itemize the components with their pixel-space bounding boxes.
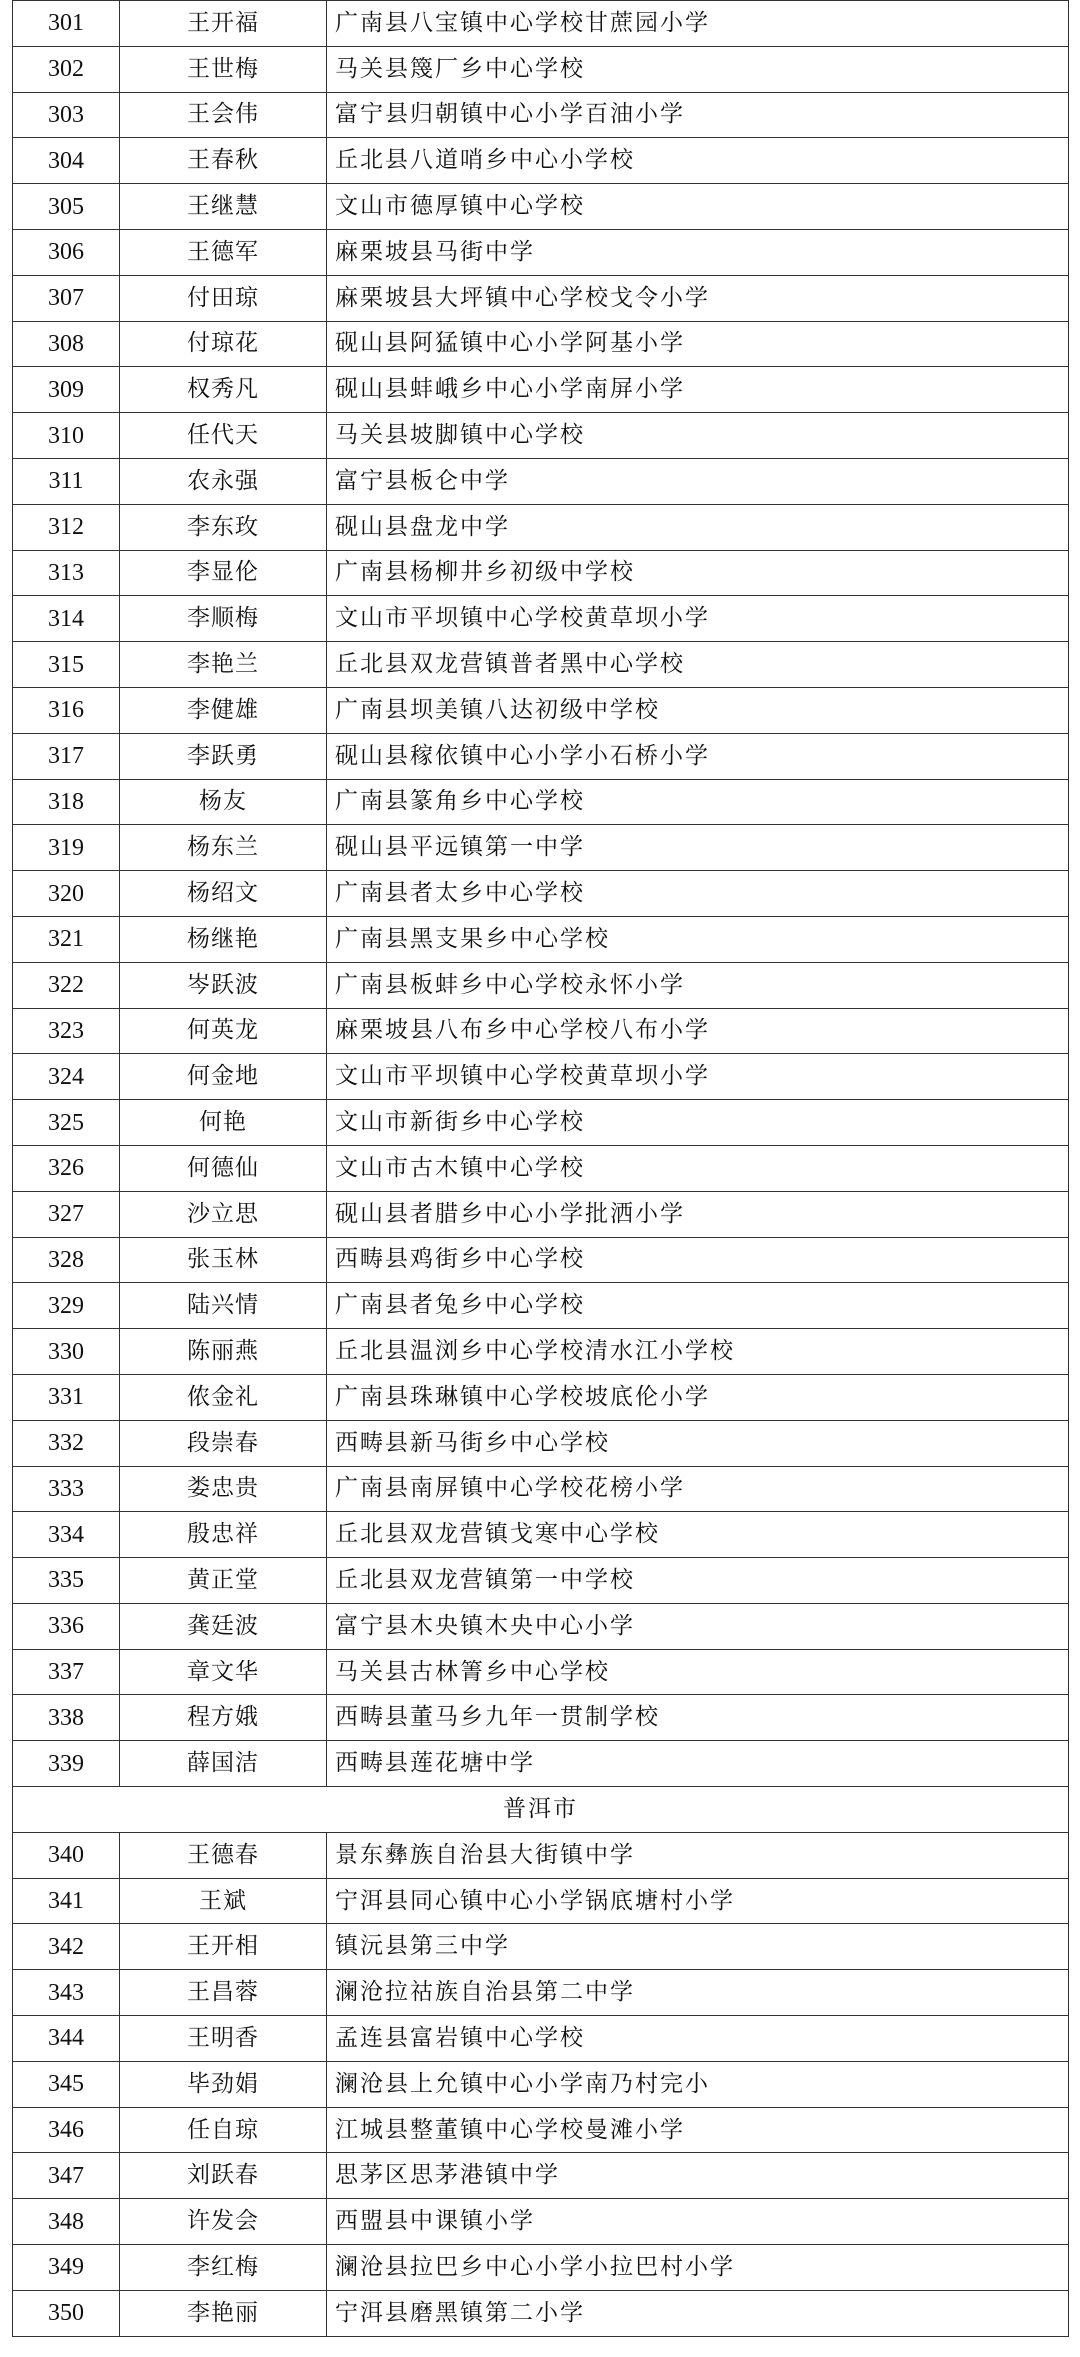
school-cell: 砚山县盘龙中学 bbox=[327, 504, 1069, 550]
school-cell: 西畴县莲花塘中学 bbox=[327, 1741, 1069, 1787]
name-cell: 杨绍文 bbox=[120, 871, 327, 917]
school-cell: 文山市德厚镇中心学校 bbox=[327, 184, 1069, 230]
school-cell: 西盟县中课镇小学 bbox=[327, 2199, 1069, 2245]
row-number-cell: 337 bbox=[13, 1649, 120, 1695]
row-number-cell: 332 bbox=[13, 1420, 120, 1466]
table-row bbox=[13, 1558, 1069, 1604]
section-header-row bbox=[13, 1787, 1069, 1833]
name-cell: 李艳丽 bbox=[120, 2290, 327, 2336]
school-cell: 富宁县木央镇木央中心小学 bbox=[327, 1603, 1069, 1649]
row-number-cell: 343 bbox=[13, 1970, 120, 2016]
school-cell: 麻栗坡县大坪镇中心学校戈令小学 bbox=[327, 275, 1069, 321]
name-cell: 杨东兰 bbox=[120, 825, 327, 871]
row-number-cell: 336 bbox=[13, 1603, 120, 1649]
school-cell: 麻栗坡县八布乡中心学校八布小学 bbox=[327, 1008, 1069, 1054]
table-row bbox=[13, 825, 1069, 871]
row-number-cell: 329 bbox=[13, 1283, 120, 1329]
row-number-cell: 309 bbox=[13, 367, 120, 413]
name-cell: 王继慧 bbox=[120, 184, 327, 230]
table-row bbox=[13, 1649, 1069, 1695]
name-cell: 付琼花 bbox=[120, 321, 327, 367]
school-cell: 广南县八宝镇中心学校甘蔗园小学 bbox=[327, 1, 1069, 47]
row-number-cell: 302 bbox=[13, 46, 120, 92]
name-cell: 王德春 bbox=[120, 1832, 327, 1878]
name-cell: 许发会 bbox=[120, 2199, 327, 2245]
row-number-cell: 350 bbox=[13, 2290, 120, 2336]
name-cell: 娄忠贵 bbox=[120, 1466, 327, 1512]
school-cell: 马关县篾厂乡中心学校 bbox=[327, 46, 1069, 92]
school-cell: 丘北县双龙营镇戈寒中心学校 bbox=[327, 1512, 1069, 1558]
school-cell: 西畴县鸡街乡中心学校 bbox=[327, 1237, 1069, 1283]
row-number-cell: 348 bbox=[13, 2199, 120, 2245]
table-row bbox=[13, 550, 1069, 596]
table-row bbox=[13, 1420, 1069, 1466]
table-row bbox=[13, 871, 1069, 917]
name-cell: 章文华 bbox=[120, 1649, 327, 1695]
name-cell: 龚廷波 bbox=[120, 1603, 327, 1649]
name-cell: 李显伦 bbox=[120, 550, 327, 596]
name-cell: 李跃勇 bbox=[120, 733, 327, 779]
name-cell: 何金地 bbox=[120, 1054, 327, 1100]
school-cell: 砚山县平远镇第一中学 bbox=[327, 825, 1069, 871]
school-cell: 富宁县板仑中学 bbox=[327, 458, 1069, 504]
name-cell: 王昌蓉 bbox=[120, 1970, 327, 2016]
school-cell: 麻栗坡县马街中学 bbox=[327, 229, 1069, 275]
table-row bbox=[13, 1695, 1069, 1741]
name-cell: 李东玫 bbox=[120, 504, 327, 550]
table-row bbox=[13, 596, 1069, 642]
name-cell: 李健雄 bbox=[120, 687, 327, 733]
name-cell: 何艳 bbox=[120, 1100, 327, 1146]
school-cell: 澜沧县拉巴乡中心小学小拉巴村小学 bbox=[327, 2245, 1069, 2291]
school-cell: 砚山县阿猛镇中心小学阿基小学 bbox=[327, 321, 1069, 367]
table-row bbox=[13, 1191, 1069, 1237]
table-row bbox=[13, 1329, 1069, 1375]
school-cell: 广南县黑支果乡中心学校 bbox=[327, 916, 1069, 962]
name-cell: 杨友 bbox=[120, 779, 327, 825]
school-cell: 宁洱县同心镇中心小学锅底塘村小学 bbox=[327, 1878, 1069, 1924]
name-cell: 沙立思 bbox=[120, 1191, 327, 1237]
row-number-cell: 335 bbox=[13, 1558, 120, 1604]
school-cell: 马关县坡脚镇中心学校 bbox=[327, 413, 1069, 459]
row-number-cell: 349 bbox=[13, 2245, 120, 2291]
table-row bbox=[13, 1145, 1069, 1191]
school-cell: 广南县坝美镇八达初级中学校 bbox=[327, 687, 1069, 733]
table-row bbox=[13, 733, 1069, 779]
name-cell: 薛国洁 bbox=[120, 1741, 327, 1787]
name-cell: 农永强 bbox=[120, 458, 327, 504]
row-number-cell: 313 bbox=[13, 550, 120, 596]
table-row bbox=[13, 229, 1069, 275]
table-row bbox=[13, 46, 1069, 92]
name-cell: 权秀凡 bbox=[120, 367, 327, 413]
table-row bbox=[13, 1466, 1069, 1512]
row-number-cell: 319 bbox=[13, 825, 120, 871]
row-number-cell: 345 bbox=[13, 2061, 120, 2107]
row-number-cell: 341 bbox=[13, 1878, 120, 1924]
name-cell: 岑跃波 bbox=[120, 962, 327, 1008]
name-cell: 陈丽燕 bbox=[120, 1329, 327, 1375]
name-cell: 殷忠祥 bbox=[120, 1512, 327, 1558]
table-row bbox=[13, 1924, 1069, 1970]
name-cell: 付田琼 bbox=[120, 275, 327, 321]
school-cell: 西畴县新马街乡中心学校 bbox=[327, 1420, 1069, 1466]
name-cell: 段崇春 bbox=[120, 1420, 327, 1466]
school-cell: 丘北县温浏乡中心学校清水江小学校 bbox=[327, 1329, 1069, 1375]
name-cell: 何英龙 bbox=[120, 1008, 327, 1054]
row-number-cell: 321 bbox=[13, 916, 120, 962]
table-row bbox=[13, 1100, 1069, 1146]
table-row bbox=[13, 2061, 1069, 2107]
roster-table bbox=[12, 0, 1069, 2337]
row-number-cell: 340 bbox=[13, 1832, 120, 1878]
row-number-cell: 346 bbox=[13, 2107, 120, 2153]
table-row bbox=[13, 916, 1069, 962]
school-cell: 广南县板蚌乡中心学校永怀小学 bbox=[327, 962, 1069, 1008]
row-number-cell: 301 bbox=[13, 1, 120, 47]
name-cell: 陆兴情 bbox=[120, 1283, 327, 1329]
table-row bbox=[13, 1741, 1069, 1787]
table-row bbox=[13, 2153, 1069, 2199]
name-cell: 王明香 bbox=[120, 2016, 327, 2062]
school-cell: 广南县者兔乡中心学校 bbox=[327, 1283, 1069, 1329]
row-number-cell: 347 bbox=[13, 2153, 120, 2199]
table-row bbox=[13, 138, 1069, 184]
table-row bbox=[13, 184, 1069, 230]
name-cell: 刘跃春 bbox=[120, 2153, 327, 2199]
row-number-cell: 323 bbox=[13, 1008, 120, 1054]
name-cell: 杨继艳 bbox=[120, 916, 327, 962]
row-number-cell: 327 bbox=[13, 1191, 120, 1237]
name-cell: 王春秋 bbox=[120, 138, 327, 184]
row-number-cell: 328 bbox=[13, 1237, 120, 1283]
table-row bbox=[13, 1832, 1069, 1878]
name-cell: 王开相 bbox=[120, 1924, 327, 1970]
school-cell: 广南县珠琳镇中心学校坡底伦小学 bbox=[327, 1374, 1069, 1420]
table-row bbox=[13, 2107, 1069, 2153]
school-cell: 澜沧拉祜族自治县第二中学 bbox=[327, 1970, 1069, 2016]
name-cell: 王世梅 bbox=[120, 46, 327, 92]
row-number-cell: 308 bbox=[13, 321, 120, 367]
table-row bbox=[13, 2245, 1069, 2291]
row-number-cell: 322 bbox=[13, 962, 120, 1008]
name-cell: 黄正堂 bbox=[120, 1558, 327, 1604]
name-cell: 何德仙 bbox=[120, 1145, 327, 1191]
school-cell: 宁洱县磨黑镇第二小学 bbox=[327, 2290, 1069, 2336]
table-row bbox=[13, 1283, 1069, 1329]
school-cell: 澜沧县上允镇中心小学南乃村完小 bbox=[327, 2061, 1069, 2107]
name-cell: 毕劲娟 bbox=[120, 2061, 327, 2107]
table-row bbox=[13, 1374, 1069, 1420]
school-cell: 文山市古木镇中心学校 bbox=[327, 1145, 1069, 1191]
name-cell: 任自琼 bbox=[120, 2107, 327, 2153]
row-number-cell: 318 bbox=[13, 779, 120, 825]
school-cell: 孟连县富岩镇中心学校 bbox=[327, 2016, 1069, 2062]
table-row bbox=[13, 275, 1069, 321]
row-number-cell: 307 bbox=[13, 275, 120, 321]
table-row bbox=[13, 687, 1069, 733]
row-number-cell: 324 bbox=[13, 1054, 120, 1100]
school-cell: 富宁县归朝镇中心小学百油小学 bbox=[327, 92, 1069, 138]
table-row bbox=[13, 962, 1069, 1008]
row-number-cell: 304 bbox=[13, 138, 120, 184]
row-number-cell: 317 bbox=[13, 733, 120, 779]
row-number-cell: 311 bbox=[13, 458, 120, 504]
name-cell: 侬金礼 bbox=[120, 1374, 327, 1420]
school-cell: 砚山县蚌峨乡中心小学南屏小学 bbox=[327, 367, 1069, 413]
school-cell: 广南县者太乡中心学校 bbox=[327, 871, 1069, 917]
name-cell: 王开福 bbox=[120, 1, 327, 47]
row-number-cell: 315 bbox=[13, 642, 120, 688]
name-cell: 张玉林 bbox=[120, 1237, 327, 1283]
name-cell: 李红梅 bbox=[120, 2245, 327, 2291]
table-row bbox=[13, 642, 1069, 688]
table-row bbox=[13, 1, 1069, 47]
table-row bbox=[13, 1237, 1069, 1283]
school-cell: 广南县杨柳井乡初级中学校 bbox=[327, 550, 1069, 596]
row-number-cell: 339 bbox=[13, 1741, 120, 1787]
row-number-cell: 316 bbox=[13, 687, 120, 733]
name-cell: 王斌 bbox=[120, 1878, 327, 1924]
table-row bbox=[13, 92, 1069, 138]
name-cell: 任代天 bbox=[120, 413, 327, 459]
row-number-cell: 310 bbox=[13, 413, 120, 459]
table-row bbox=[13, 367, 1069, 413]
school-cell: 丘北县双龙营镇第一中学校 bbox=[327, 1558, 1069, 1604]
row-number-cell: 344 bbox=[13, 2016, 120, 2062]
table-row bbox=[13, 2290, 1069, 2336]
school-cell: 镇沅县第三中学 bbox=[327, 1924, 1069, 1970]
school-cell: 丘北县双龙营镇普者黑中心学校 bbox=[327, 642, 1069, 688]
row-number-cell: 314 bbox=[13, 596, 120, 642]
row-number-cell: 312 bbox=[13, 504, 120, 550]
table-row bbox=[13, 1878, 1069, 1924]
table-row bbox=[13, 1054, 1069, 1100]
table-row bbox=[13, 2016, 1069, 2062]
row-number-cell: 338 bbox=[13, 1695, 120, 1741]
school-cell: 文山市新街乡中心学校 bbox=[327, 1100, 1069, 1146]
table-row bbox=[13, 1008, 1069, 1054]
row-number-cell: 303 bbox=[13, 92, 120, 138]
row-number-cell: 325 bbox=[13, 1100, 120, 1146]
school-cell: 江城县整董镇中心学校曼滩小学 bbox=[327, 2107, 1069, 2153]
row-number-cell: 320 bbox=[13, 871, 120, 917]
row-number-cell: 306 bbox=[13, 229, 120, 275]
table-row bbox=[13, 779, 1069, 825]
row-number-cell: 305 bbox=[13, 184, 120, 230]
section-label: 普洱市 bbox=[13, 1787, 1069, 1833]
table-row bbox=[13, 321, 1069, 367]
school-cell: 思茅区思茅港镇中学 bbox=[327, 2153, 1069, 2199]
row-number-cell: 331 bbox=[13, 1374, 120, 1420]
school-cell: 文山市平坝镇中心学校黄草坝小学 bbox=[327, 596, 1069, 642]
school-cell: 景东彝族自治县大街镇中学 bbox=[327, 1832, 1069, 1878]
table-row bbox=[13, 2199, 1069, 2245]
name-cell: 李艳兰 bbox=[120, 642, 327, 688]
name-cell: 王会伟 bbox=[120, 92, 327, 138]
school-cell: 马关县古林箐乡中心学校 bbox=[327, 1649, 1069, 1695]
table-row bbox=[13, 504, 1069, 550]
row-number-cell: 333 bbox=[13, 1466, 120, 1512]
school-cell: 砚山县稼依镇中心小学小石桥小学 bbox=[327, 733, 1069, 779]
school-cell: 丘北县八道哨乡中心小学校 bbox=[327, 138, 1069, 184]
table-row bbox=[13, 1970, 1069, 2016]
school-cell: 文山市平坝镇中心学校黄草坝小学 bbox=[327, 1054, 1069, 1100]
table-row bbox=[13, 1603, 1069, 1649]
school-cell: 砚山县者腊乡中心小学批洒小学 bbox=[327, 1191, 1069, 1237]
school-cell: 广南县南屏镇中心学校花榜小学 bbox=[327, 1466, 1069, 1512]
table-row bbox=[13, 1512, 1069, 1558]
table-row bbox=[13, 413, 1069, 459]
name-cell: 李顺梅 bbox=[120, 596, 327, 642]
school-cell: 广南县篆角乡中心学校 bbox=[327, 779, 1069, 825]
name-cell: 王德军 bbox=[120, 229, 327, 275]
name-cell: 程方娥 bbox=[120, 1695, 327, 1741]
row-number-cell: 326 bbox=[13, 1145, 120, 1191]
row-number-cell: 342 bbox=[13, 1924, 120, 1970]
row-number-cell: 330 bbox=[13, 1329, 120, 1375]
table-row bbox=[13, 458, 1069, 504]
school-cell: 西畴县董马乡九年一贯制学校 bbox=[327, 1695, 1069, 1741]
row-number-cell: 334 bbox=[13, 1512, 120, 1558]
roster-table-body bbox=[13, 1, 1069, 2337]
